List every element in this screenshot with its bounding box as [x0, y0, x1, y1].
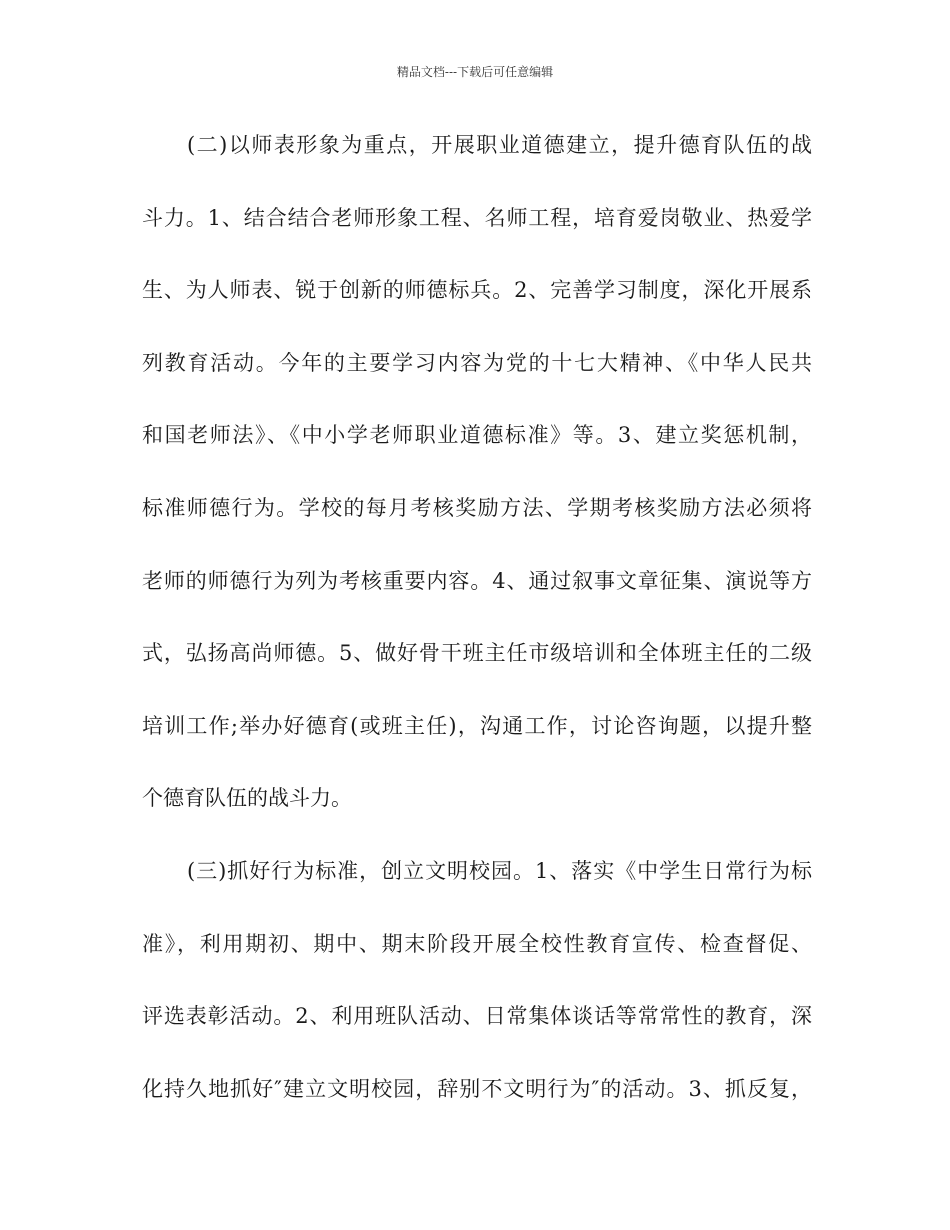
paragraph-line: 化持久地抓好″建立文明校园，辞别不文明行为″的活动。3、抓反复， [142, 1076, 812, 1101]
paragraph-line: 和国老师法》、《中小学老师职业道德标准》等。3、建立奖惩机制， [142, 423, 812, 448]
paragraph-line: 斗力。1、结合结合老师形象工程、名师工程，培育爱岗敬业、热爱学 [142, 205, 812, 230]
paragraph-line: 个德育队伍的战斗力。 [142, 786, 352, 811]
paragraph-line: 标准师德行为。学校的每月考核奖励方法、学期考核奖励方法必须将 [142, 495, 812, 520]
paragraph-line: 式，弘扬高尚师德。5、做好骨干班主任市级培训和全体班主任的二级 [142, 641, 812, 666]
paragraph-line: (三)抓好行为标准，创立文明校园。1、落实《中学生日常行为标 [187, 858, 812, 883]
paragraph-line: 准》，利用期初、期中、期末阶段开展全校性教育宣传、检查督促、 [142, 931, 812, 956]
paragraph-line: 生、为人师表、锐于创新的师德标兵。2、完善学习制度，深化开展系 [142, 278, 812, 303]
paragraph-line: 老师的师德行为列为考核重要内容。4、通过叙事文章征集、演说等方 [142, 568, 812, 593]
paragraph-line: 培训工作;举办好德育(或班主任)，沟通工作，讨论咨询题，以提升整 [142, 713, 812, 738]
paragraph-line: 评选表彰活动。2、利用班队活动、日常集体谈话等常常性的教育，深 [142, 1004, 812, 1029]
document-body [142, 127, 812, 1143]
paragraph-line: (二)以师表形象为重点，开展职业道德建立，提升德育队伍的战 [187, 133, 812, 157]
paragraph-line: 列教育活动。今年的主要学习内容为党的十七大精神、《中华人民共 [142, 350, 812, 375]
page-header: 精品文档---下载后可任意编辑 [396, 65, 554, 79]
